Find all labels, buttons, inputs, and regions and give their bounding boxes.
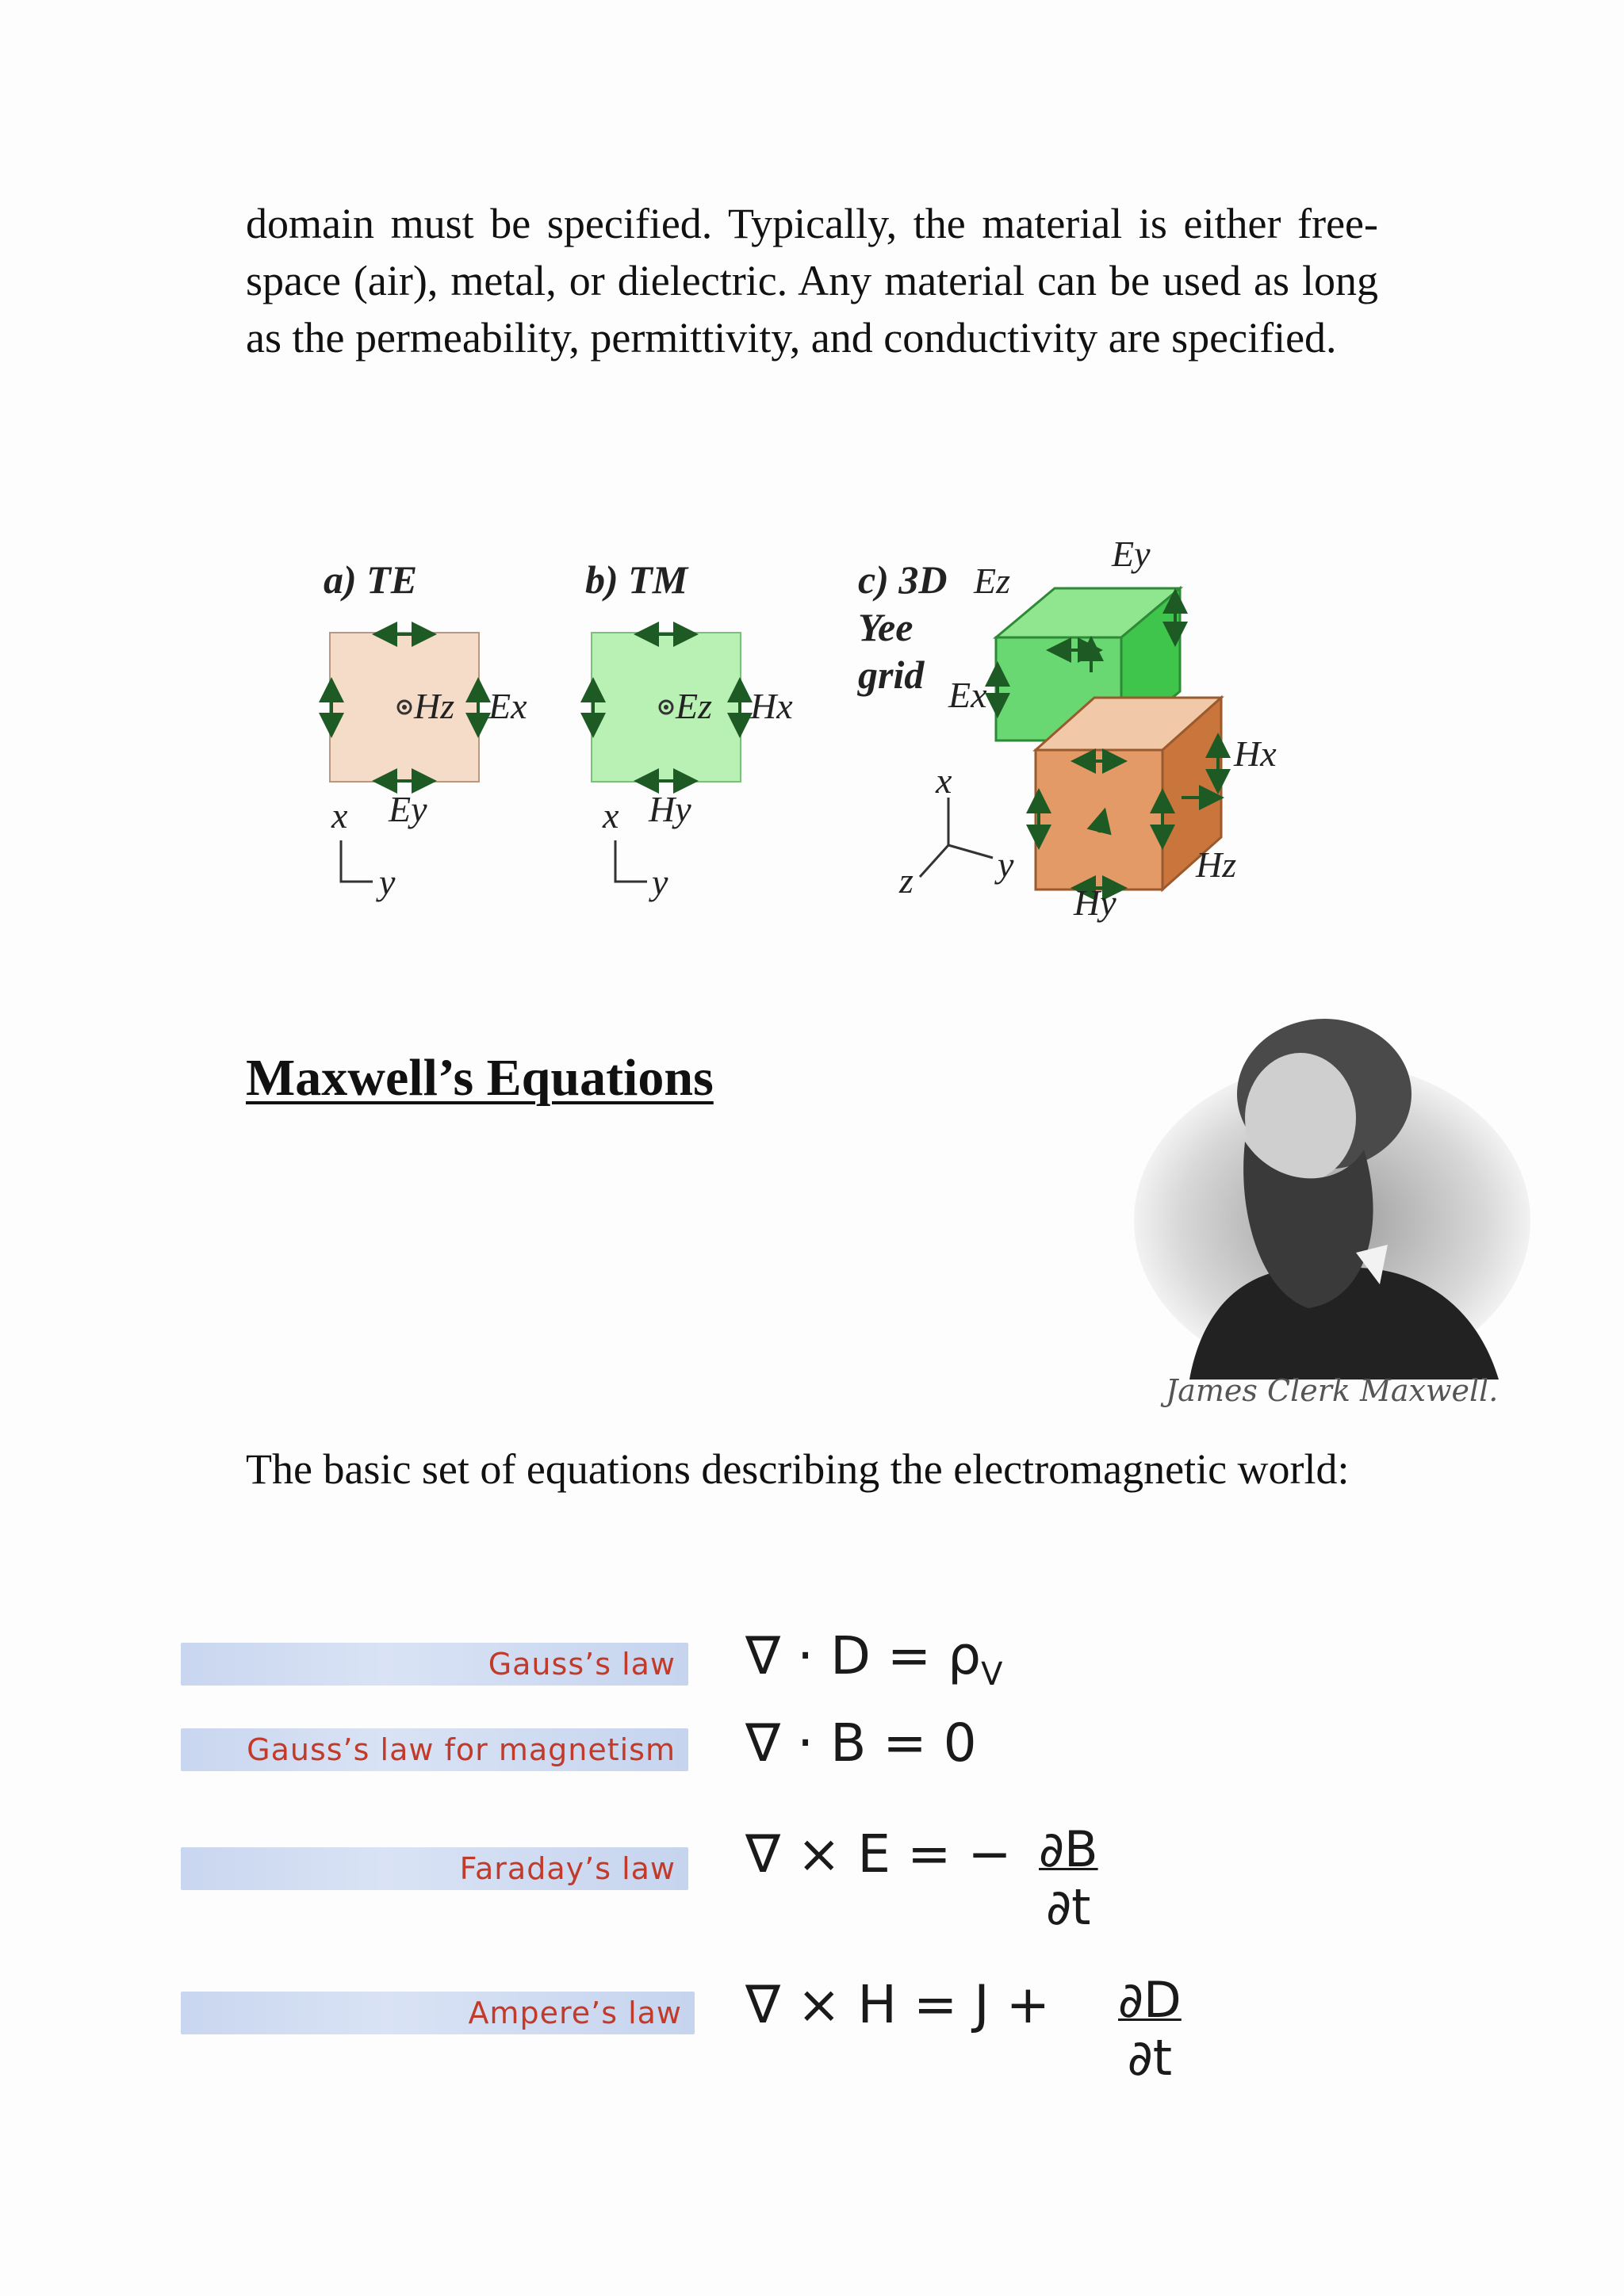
equation-gauss-magnetism: ∇ · B = 0 (745, 1712, 977, 1774)
yee-hy-label: Hy (1074, 882, 1116, 923)
ampere-denominator: ∂t (1127, 2029, 1173, 2087)
tm-axis-icon (615, 840, 647, 882)
tm-axis-y: y (652, 862, 668, 902)
ampere-fraction (1118, 1971, 1182, 2087)
yee-hz-label: Hz (1196, 844, 1237, 885)
tm-hy-label: Hy (649, 789, 691, 829)
yee-label-line1: c) 3D (858, 557, 948, 602)
yee-ex-label: Ex (948, 675, 987, 715)
maxwell-portrait (1126, 1007, 1538, 1380)
tm-axis-x: x (603, 795, 619, 836)
yee-axis-y: y (998, 844, 1014, 885)
intro-sentence: The basic set of equations describing the electromagnetic world: (246, 1445, 1350, 1493)
yee-ez-label: Ez (974, 561, 1010, 601)
yee-grid-figure (0, 0, 1624, 951)
yee-ey-label: Ey (1112, 534, 1151, 574)
equation-gauss-sub: V (981, 1656, 1003, 1693)
equation-faraday: ∇ × E = − (745, 1823, 1012, 1885)
orange-cube (1036, 698, 1221, 890)
tm-hx-label: Hx (750, 686, 793, 726)
yee-axis-z: z (899, 860, 914, 901)
te-axis-y: y (379, 862, 396, 902)
ampere-numerator: ∂D (1118, 1971, 1182, 2029)
faraday-fraction (1039, 1820, 1098, 1936)
faraday-denominator: ∂t (1046, 1878, 1091, 1936)
law-label-faraday: Faraday’s law (181, 1847, 688, 1890)
body-paragraph: domain must be specified. Typically, the material is either free-space (air), metal, or dielectric. Any material can be used as long as the permeability, permittivity, and conductivity are specified. (246, 200, 1378, 362)
law-label-gauss: Gauss’s law (181, 1643, 688, 1686)
yee-label-line3: grid (858, 652, 925, 697)
equation-gauss (745, 1625, 1002, 1693)
te-label: a) TE (324, 557, 418, 602)
yee-hx-label: Hx (1234, 733, 1277, 774)
yee-label-line2: Yee (858, 605, 914, 649)
yee-axes-icon (920, 798, 993, 877)
law-label-ampere: Ampere’s law (181, 1992, 695, 2034)
te-ex-label: Ex (488, 686, 527, 726)
law-label-gauss-magnetism: Gauss’s law for magnetism (181, 1728, 688, 1771)
yee-axis-x: x (936, 760, 952, 801)
tm-ez-label: Ez (676, 686, 712, 726)
section-heading: Maxwell’s Equations (246, 1049, 714, 1107)
signature: James Clerk Maxwell. (1166, 1373, 1499, 1408)
te-hz-label: Hz (414, 686, 455, 726)
te-axis-x: x (331, 795, 348, 836)
te-axis-icon (341, 840, 373, 882)
equation-ampere: ∇ × H = J + (745, 1974, 1051, 2035)
te-ey-label: Ey (389, 789, 427, 829)
tm-label: b) TM (585, 557, 688, 602)
equation-gauss-text: ∇ · D = ρ (745, 1625, 982, 1686)
faraday-numerator: ∂B (1039, 1820, 1098, 1878)
